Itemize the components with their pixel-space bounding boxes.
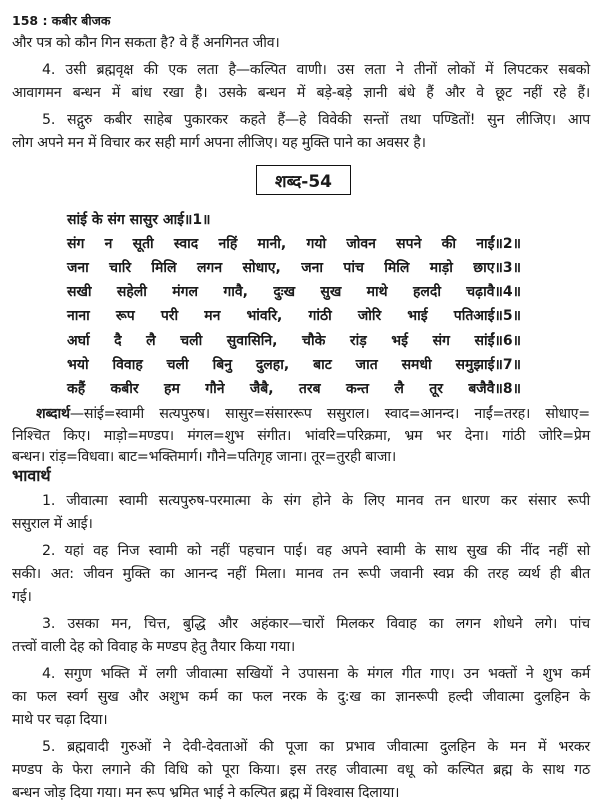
verse-line: नाना रूप परी मन भांवरि, गांठी जोरि भाई पतिआई॥5॥ [67,308,521,324]
shabdarth-line [36,404,590,424]
bhavarth-line: मण्डप के फेरा लगाने की विधि को पूरा किया। इस तरह जीवात्मा वधू को कल्पित ब्रह्म के साथ गठ [12,762,590,778]
shabd-heading-box [256,165,351,195]
verse-line: भयो विवाह चली बिनु दुलहा, बाट जात समधी समुझाई॥7॥ [67,357,521,373]
bhavarth-line: गई। [12,589,32,605]
bhavarth-line: तत्त्वों वाली देह को विवाह के मण्डप हेतु तैयार किया गया। [12,639,296,655]
verse-line: जना चारि मिलि लगन सोधाए, जना पांच मिलि माड़ो छाए॥3॥ [67,260,521,276]
shabdarth-text: —सांई=स्वामी सत्यपुरुष। सासुर=संसाररूप ससुराल। स्वाद=आनन्द। नाईं=तरह। सोधाए= [69,406,590,422]
bhavarth-line: 2. यहां वह निज स्वामी को नहीं पहचान पाई। वह अपने स्वामी के साथ सुख की नींद नहीं सो [42,543,590,559]
header-separator: : [38,13,52,28]
intro-line: 4. उसी ब्रह्मवृक्ष की एक लता है—कल्पित वाणी। उस लता ने तीनों लोकों में लिपटकर सबको [42,62,590,78]
intro-line: 5. सद्गुरु कबीर साहेब पुकारकर कहते हैं—हे विवेकी सन्तों तथा पण्डितों! सुन लीजिए। आप [42,112,590,128]
shabdarth-label: शब्दार्थ [36,406,70,422]
running-header [12,12,111,29]
bhavarth-line: सकी। अत: जीवन मुक्ति का आनन्द नहीं मिला। मानव तन रूपी जवानी स्वप्न की तरह व्यर्थ ही बीत [12,566,590,582]
bhavarth-line: 3. उसका मन, चित्त, बुद्धि और अहंकार—चारों मिलकर विवाह का लगन शोधने लगे। पांच [42,616,590,632]
bhavarth-line: का फल स्वर्ग सुख और अशुभ कर्म का फल नरक के दु:ख का ज्ञानरूपी हल्दी जीवात्मा दुलहिन के [12,689,590,705]
intro-line: आवागमन बन्धन में बांध रखा है। उसके बन्धन में बड़े-बड़े ज्ञानी बंधे हैं और वे छूट नहीं रहे हैं। [12,85,590,101]
intro-line: और पत्र को कौन गिन सकता है? वे हैं अनगिनत जीव। [12,35,280,51]
verse-line: सखी सहेली मंगल गावै, दुःख सुख माथे हलदी चढ़ावै॥4॥ [67,284,521,300]
bhavarth-line: 4. सगुण भक्ति में लगी जीवात्मा सखियों ने उपासना के मंगल गीत गाए। उन भक्तों ने शुभ कर्म [42,666,590,682]
bhavarth-line: 5. ब्रह्मवादी गुरुओं ने देवी-देवताओं की पूजा का प्रभाव जीवात्मा दुलहिन के मन में भरकर [42,739,590,755]
verse-line: संग न सूती स्वाद नहिं मानी, गयो जोवन सपने की नाईं॥2॥ [67,236,521,252]
shabdarth-line: निश्चित किए। माड़ो=मण्डप। मंगल=शुभ संगीत। भांवरि=परिक्रमा, भ्रम भर देना। गांठी जोरि=प्रेम [12,428,590,444]
bhavarth-line: 1. जीवात्मा स्वामी सत्यपुरुष-परमात्मा के संग होने के लिए मानव तन धारण कर संसार रूपी [42,493,590,509]
verse-line: कहैं कबीर हम गौने जैबै, तरब कन्त लै तूर बजैवै॥8॥ [67,381,521,397]
intro-line: लोग अपने मन में विचार कर सही मार्ग अपना लीजिए। यह मुक्ति पाने का अवसर है। [12,135,426,151]
page-number: 158 [12,13,39,28]
bhavarth-line: ससुराल में आई। [12,516,93,532]
shabdarth-line: बन्धन। रांड़=विधवा। बाट=भक्तिमार्ग। गौने=पतिगृह जाना। तूर=तुरही बाजा। [12,449,397,465]
verse-line: सांई के संग सासुर आई॥1॥ [67,212,211,228]
book-title: कबीर बीजक [51,13,111,28]
bhavarth-heading: भावार्थ [12,466,51,485]
shabd-heading: शब्द-54 [275,171,332,192]
bhavarth-line: बन्धन जोड़ दिया गया। मन रूप भ्रमित भाई ने कल्पित ब्रह्म में विश्वास दिलाया। [12,785,400,801]
verse-line: अर्घा दै लै चली सुवासिनि, चौके रांड़ भई संग सांईं॥6॥ [67,333,521,349]
bhavarth-line: माथे पर चढ़ा दिया। [12,712,108,728]
